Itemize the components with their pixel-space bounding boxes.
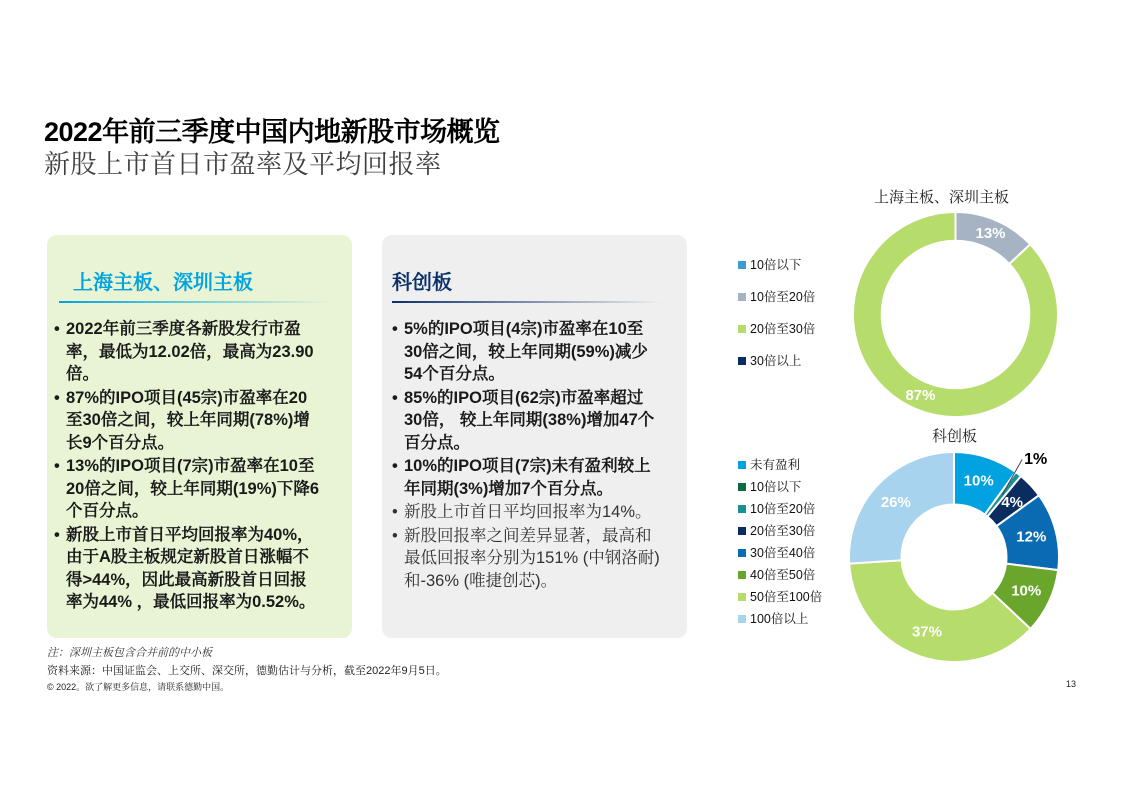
chart-title-star-market: 科创板 (932, 428, 978, 445)
main-board-bullet: • 13%的IPO项目(7宗)市盈率在10至20倍之间，较上年同期(19%)下降6个百分点。 (54, 455, 322, 523)
chart-legend-star-market (738, 457, 822, 633)
footnote: 注：深圳主板包含合并前的中小板 (47, 647, 212, 659)
legend-label: 30倍至40倍 (750, 546, 816, 560)
legend-item (738, 501, 822, 523)
legend-label: 10倍至20倍 (750, 290, 816, 304)
legend-item (738, 353, 815, 385)
donut-chart-main-board (853, 212, 1058, 417)
star-market-bullet: • 10%的IPO项目(7宗)未有盈利较上年同期(3%)增加7个百分点。 (392, 455, 660, 500)
legend-swatch (738, 593, 746, 601)
legend-label: 10倍至20倍 (750, 502, 816, 516)
legend-label: 10倍以下 (750, 480, 802, 494)
main-board-bullet: • 2022年前三季度各新股发行市盈率，最低为12.02倍，最高为23.90倍。 (54, 318, 322, 386)
slice-label: 87% (905, 386, 936, 404)
main-board-divider (59, 301, 329, 303)
legend-item (738, 479, 822, 501)
star-market-bullet: • 85%的IPO项目(62宗)市盈率超过30倍， 较上年同期(38%)增加47个百分点。 (392, 387, 660, 455)
legend-item (738, 321, 815, 353)
slice-label: 4% (1001, 493, 1024, 511)
main-board-panel-title: 上海主板、深圳主板 (73, 272, 253, 294)
page-number: 13 (1066, 679, 1077, 689)
legend-swatch (738, 325, 746, 333)
legend-swatch (738, 571, 746, 579)
legend-label: 未有盈利 (750, 458, 801, 472)
main-board-bullets (54, 318, 322, 615)
slice-label: 10% (963, 472, 994, 490)
slice-label: 12% (1016, 528, 1047, 546)
legend-item (738, 567, 822, 589)
legend-item (738, 545, 822, 567)
legend-swatch (738, 483, 746, 491)
legend-swatch (738, 261, 746, 269)
legend-label: 40倍至50倍 (750, 568, 816, 582)
legend-label: 20倍至30倍 (750, 524, 816, 538)
chart-legend-main-board (738, 257, 815, 385)
slice-label: 26% (880, 493, 911, 511)
legend-item (738, 289, 815, 321)
slice-label: 13% (975, 225, 1006, 243)
legend-item (738, 257, 815, 289)
page-title: 2022年前三季度中国内地新股市场概览 (44, 117, 500, 147)
legend-label: 50倍至100倍 (750, 590, 823, 604)
star-market-bullets (392, 318, 660, 593)
source-note: 资料来源：中国证监会、上交所、深交所，德勤估计与分析，截至2022年9月5日。 (47, 665, 447, 677)
copyright: © 2022。欲了解更多信息，请联系德勤中国。 (47, 682, 230, 692)
legend-label: 100倍以上 (750, 612, 809, 626)
legend-label: 30倍以上 (750, 354, 802, 368)
main-board-panel (47, 235, 352, 638)
legend-item (738, 523, 822, 545)
legend-label: 20倍至30倍 (750, 322, 816, 336)
legend-swatch (738, 505, 746, 513)
legend-swatch (738, 527, 746, 535)
slice-label: 37% (911, 623, 942, 641)
donut-chart-star-market (849, 452, 1059, 662)
legend-item (738, 457, 822, 479)
legend-swatch (738, 615, 746, 623)
star-market-bullet: • 新股回报率之间差异显著，最高和最低回报率分别为151% (中钢洛耐)和-36% (唯捷创芯)。 (392, 525, 660, 593)
main-board-bullet: • 87%的IPO项目(45宗)市盈率在20至30倍之间，较上年同期(78%)增长9个百分点。 (54, 387, 322, 455)
star-market-panel (382, 235, 687, 638)
star-market-divider (392, 301, 662, 303)
slice-label: 10% (1011, 582, 1042, 600)
legend-swatch (738, 461, 746, 469)
page-subtitle: 新股上市首日市盈率及平均回报率 (44, 149, 442, 179)
legend-item (738, 611, 822, 633)
star-market-bullet: • 新股上市首日平均回报率为14%。 (392, 501, 660, 524)
slice-label: 1% (1024, 450, 1048, 468)
legend-label: 10倍以下 (750, 258, 802, 272)
legend-swatch (738, 549, 746, 557)
star-market-panel-title: 科创板 (392, 272, 452, 294)
legend-swatch (738, 357, 746, 365)
legend-swatch (738, 293, 746, 301)
chart-title-main-board: 上海主板、深圳主板 (874, 189, 1010, 206)
main-board-bullet: • 新股上市首日平均回报率为40%，由于A股主板规定新股首日涨幅不得>44%，因此最高新股首日回报率为44% ，最低回报率为0.52%。 (54, 524, 322, 614)
legend-item (738, 589, 822, 611)
star-market-bullet: • 5%的IPO项目(4宗)市盈率在10至30倍之间，较上年同期(59%)减少54个百分点。 (392, 318, 660, 386)
